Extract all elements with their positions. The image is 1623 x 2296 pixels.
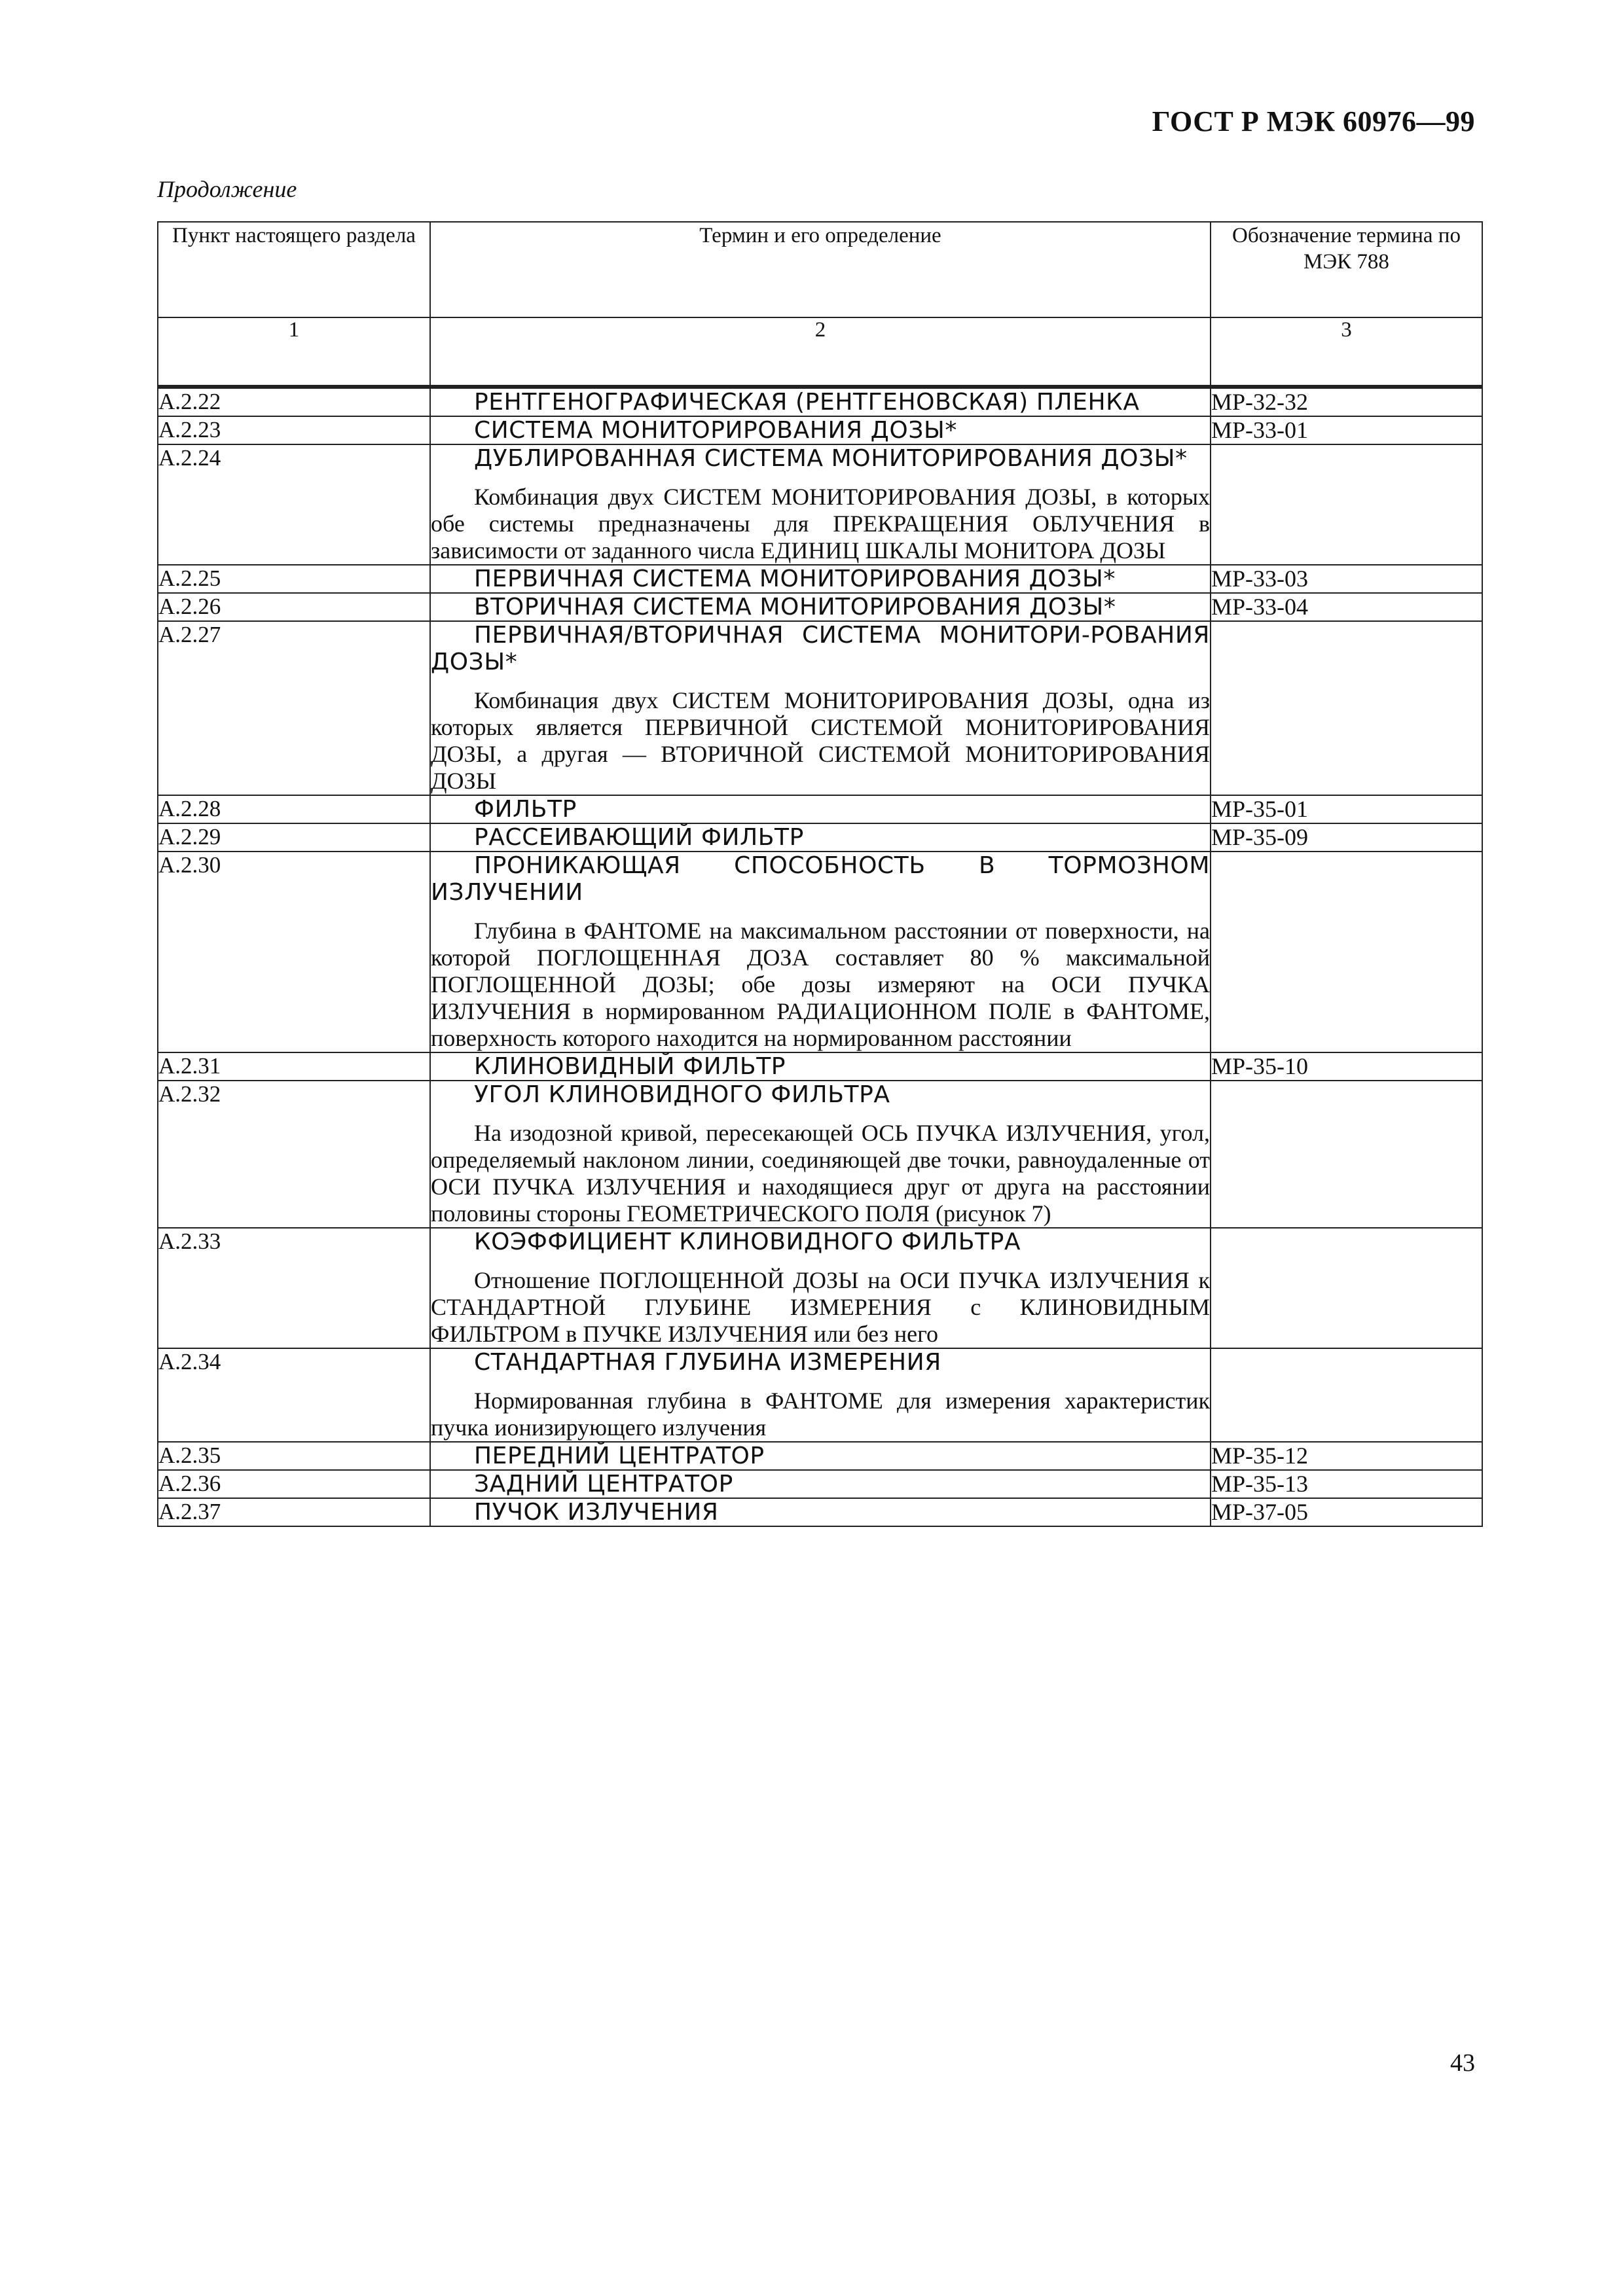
term-cell xyxy=(430,1348,1211,1442)
table-row xyxy=(158,1052,1482,1081)
term-point-number: А.2.24 xyxy=(158,444,430,565)
term-title: СТАНДАРТНАЯ ГЛУБИНА ИЗМЕРЕНИЯ xyxy=(474,1349,941,1376)
table-row xyxy=(158,387,1482,416)
term-title: РЕНТГЕНОГРАФИЧЕСКАЯ (РЕНТГЕНОВСКАЯ) ПЛЕНКА xyxy=(474,389,1140,416)
term-point-number: А.2.28 xyxy=(158,795,430,823)
iec-term-code: MP-35-12 xyxy=(1211,1442,1482,1470)
iec-term-code: MP-33-01 xyxy=(1211,416,1482,444)
table-row xyxy=(158,1228,1482,1348)
document-standard-header: ГОСТ Р МЭК 60976—99 xyxy=(1152,105,1475,137)
column-number: 1 xyxy=(158,317,430,387)
term-cell xyxy=(430,1081,1211,1228)
iec-term-code: MP-35-13 xyxy=(1211,1470,1482,1498)
term-point-number: А.2.29 xyxy=(158,823,430,852)
term-cell xyxy=(430,852,1211,1052)
term-point-number: А.2.31 xyxy=(158,1052,430,1081)
iec-term-code: MP-37-05 xyxy=(1211,1498,1482,1526)
term-title: КЛИНОВИДНЫЙ ФИЛЬТР xyxy=(474,1053,786,1080)
iec-term-code xyxy=(1211,444,1482,565)
term-cell xyxy=(430,1442,1211,1470)
term-title: ВТОРИЧНАЯ СИСТЕМА МОНИТОРИРОВАНИЯ ДОЗЫ* xyxy=(474,594,1116,620)
term-title: УГОЛ КЛИНОВИДНОГО ФИЛЬТРА xyxy=(474,1081,890,1108)
term-definition: Нормированная глубина в ФАНТОМЕ для измерения характеристик пучка ионизирующего излучения xyxy=(431,1388,1210,1441)
iec-term-code: MP-35-01 xyxy=(1211,795,1482,823)
term-cell xyxy=(430,1498,1211,1526)
column-number: 2 xyxy=(430,317,1211,387)
iec-term-code xyxy=(1211,1348,1482,1442)
term-point-number: А.2.26 xyxy=(158,593,430,621)
term-title: ПРОНИКАЮЩАЯ СПОСОБНОСТЬ В ТОРМОЗНОМ ИЗЛУЧЕНИИ xyxy=(431,852,1210,906)
term-point-number: А.2.35 xyxy=(158,1442,430,1470)
term-title: РАССЕИВАЮЩИЙ ФИЛЬТР xyxy=(474,824,804,851)
term-title: ДУБЛИРОВАННАЯ СИСТЕМА МОНИТОРИРОВАНИЯ ДОЗЫ* xyxy=(474,445,1188,472)
iec-term-code xyxy=(1211,1228,1482,1348)
column-header-point: Пункт настоящего раздела xyxy=(158,222,430,317)
term-cell xyxy=(430,444,1211,565)
term-point-number: А.2.33 xyxy=(158,1228,430,1348)
term-title: ПЕРВИЧНАЯ/ВТОРИЧНАЯ СИСТЕМА МОНИТОРИ-РОВАНИЯ ДОЗЫ* xyxy=(431,622,1210,675)
table-row xyxy=(158,1348,1482,1442)
term-definition: Комбинация двух СИСТЕМ МОНИТОРИРОВАНИЯ ДОЗЫ, одна из которых является ПЕРВИЧНОЙ СИСТЕМОЙ МОНИТОРИРОВАНИЯ ДОЗЫ, а другая — ВТОРИЧНОЙ СИСТЕМОЙ МОНИТОРИРОВАНИЯ ДОЗЫ xyxy=(431,687,1210,794)
iec-term-code xyxy=(1211,852,1482,1052)
term-title: ПЕРВИЧНАЯ СИСТЕМА МОНИТОРИРОВАНИЯ ДОЗЫ* xyxy=(474,565,1116,592)
table-row xyxy=(158,823,1482,852)
column-header-term: Термин и его определение xyxy=(430,222,1211,317)
iec-term-code: MP-33-04 xyxy=(1211,593,1482,621)
term-cell xyxy=(430,565,1211,593)
term-cell xyxy=(430,593,1211,621)
table-row xyxy=(158,1470,1482,1498)
table-row xyxy=(158,852,1482,1052)
iec-term-code xyxy=(1211,1081,1482,1228)
term-cell xyxy=(430,1228,1211,1348)
terms-table-body xyxy=(158,387,1482,1526)
term-cell xyxy=(430,823,1211,852)
term-definition: Отношение ПОГЛОЩЕННОЙ ДОЗЫ на ОСИ ПУЧКА ИЗЛУЧЕНИЯ к СТАНДАРТНОЙ ГЛУБИНЕ ИЗМЕРЕНИЯ с КЛИНОВИДНЫМ ФИЛЬТРОМ в ПУЧКЕ ИЗЛУЧЕНИЯ или без него xyxy=(431,1267,1210,1347)
term-cell xyxy=(430,795,1211,823)
term-point-number: А.2.23 xyxy=(158,416,430,444)
table-row xyxy=(158,621,1482,795)
term-title: СИСТЕМА МОНИТОРИРОВАНИЯ ДОЗЫ* xyxy=(474,417,957,444)
term-cell xyxy=(430,416,1211,444)
table-row xyxy=(158,1498,1482,1526)
page-number: 43 xyxy=(1450,2049,1475,2077)
iec-term-code: MP-32-32 xyxy=(1211,387,1482,416)
term-title: ЗАДНИЙ ЦЕНТРАТОР xyxy=(474,1471,733,1498)
table-row xyxy=(158,444,1482,565)
iec-term-code: MP-33-03 xyxy=(1211,565,1482,593)
table-row xyxy=(158,1442,1482,1470)
table-row xyxy=(158,1081,1482,1228)
term-definition: Комбинация двух СИСТЕМ МОНИТОРИРОВАНИЯ ДОЗЫ, в которых обе системы предназначены для ПРЕКРАЩЕНИЯ ОБЛУЧЕНИЯ в зависимости от заданного числа ЕДИНИЦ ШКАЛЫ МОНИТОРА ДОЗЫ xyxy=(431,484,1210,564)
table-row xyxy=(158,565,1482,593)
table-row xyxy=(158,416,1482,444)
term-definition: Глубина в ФАНТОМЕ на максимальном расстоянии от поверхности, на которой ПОГЛОЩЕННАЯ ДОЗА составляет 80 % максимальной ПОГЛОЩЕННОЙ ДОЗЫ; обе дозы измеряют на ОСИ ПУЧКА ИЗЛУЧЕНИЯ в нормированном РАДИАЦИОННОМ ПОЛЕ в ФАНТОМЕ, поверхность которого находится на нормированном расстоянии xyxy=(431,918,1210,1051)
term-point-number: А.2.25 xyxy=(158,565,430,593)
term-title: ПЕРЕДНИЙ ЦЕНТРАТОР xyxy=(474,1443,765,1469)
term-point-number: А.2.22 xyxy=(158,387,430,416)
term-cell xyxy=(430,621,1211,795)
term-cell xyxy=(430,1470,1211,1498)
column-number-row xyxy=(158,317,1482,387)
term-point-number: А.2.36 xyxy=(158,1470,430,1498)
term-title: ФИЛЬТР xyxy=(474,796,577,823)
term-title: КОЭФФИЦИЕНТ КЛИНОВИДНОГО ФИЛЬТРА xyxy=(474,1229,1021,1255)
column-number: 3 xyxy=(1211,317,1482,387)
table-row xyxy=(158,795,1482,823)
column-header-code: Обозначение термина по МЭК 788 xyxy=(1211,222,1482,317)
term-cell xyxy=(430,1052,1211,1081)
iec-term-code: MP-35-10 xyxy=(1211,1052,1482,1081)
term-point-number: А.2.27 xyxy=(158,621,430,795)
iec-term-code: MP-35-09 xyxy=(1211,823,1482,852)
term-point-number: А.2.30 xyxy=(158,852,430,1052)
term-point-number: А.2.32 xyxy=(158,1081,430,1228)
terms-table xyxy=(157,221,1483,1527)
term-title: ПУЧОК ИЗЛУЧЕНИЯ xyxy=(474,1499,719,1526)
continuation-label: Продолжение xyxy=(157,176,297,202)
table-header-row xyxy=(158,222,1482,317)
term-point-number: А.2.34 xyxy=(158,1348,430,1442)
term-definition: На изодозной кривой, пересекающей ОСЬ ПУЧКА ИЗЛУЧЕНИЯ, угол, определяемый наклоном линии, соединяющей две точки, равноудаленные от ОСИ ПУЧКА ИЗЛУЧЕНИЯ и находящиеся друг от друга на расстоянии половины стороны ГЕОМЕТРИЧЕСКОГО ПОЛЯ (рисунок 7) xyxy=(431,1120,1210,1227)
term-cell xyxy=(430,387,1211,416)
term-point-number: А.2.37 xyxy=(158,1498,430,1526)
iec-term-code xyxy=(1211,621,1482,795)
table-row xyxy=(158,593,1482,621)
